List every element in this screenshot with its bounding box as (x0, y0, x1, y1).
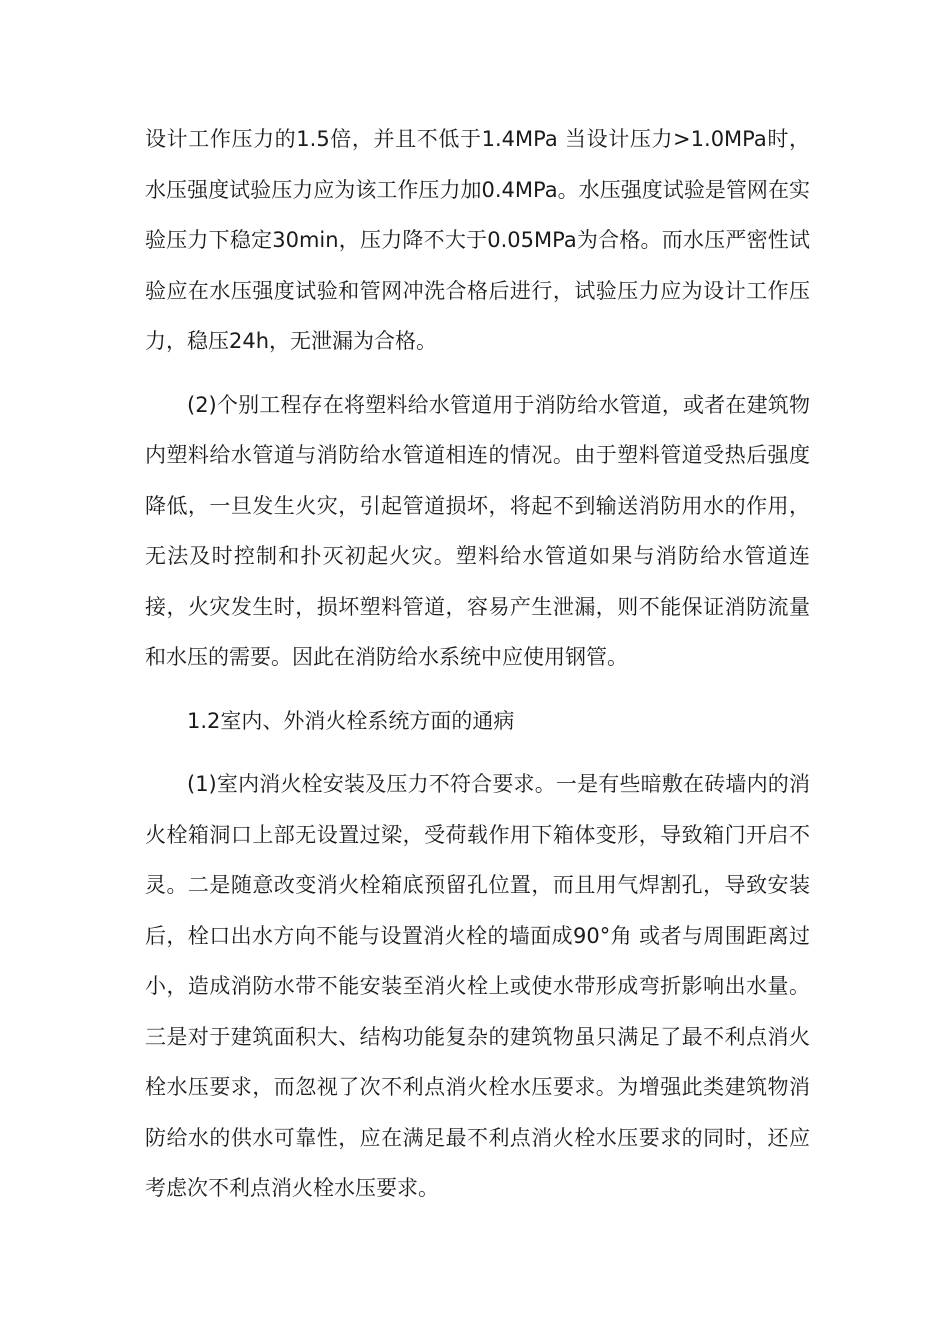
paragraph-gap (145, 367, 810, 380)
paragraph-continued-pressure-test: 设计工作压力的1.5倍，并且不低于1.4MPa 当设计压力>1.0MPa时，水压强度试验压力应为该工作压力加0.4MPa。水压强度试验是管网在实验压力下稳定30min，压力降不大于0.05MPa为合格。而水压严密性试验应在水压强度试验和管网冲洗合格后进行，试验压力应为设计工作压力，稳压24h，无泄漏为合格。 (145, 127, 810, 353)
section-heading-hydrant-system: 1.2室内、外消火栓系统方面的通病 (187, 708, 515, 733)
paragraph-gap (145, 746, 810, 759)
paragraph-gap (145, 683, 810, 696)
paragraph-plastic-pipe: (2)个别工程存在将塑料给水管道用于消防给水管道，或者在建筑物内塑料给水管道与消防给水管道相连的情况。由于塑料管道受热后强度降低，一旦发生火灾，引起管道损坏，将起不到输送消防用水的作用，无法及时控制和扑灭初起火灾。塑料给水管道如果与消防给水管道连接，火灾发生时，损坏塑料管道，容易产生泄漏，则不能保证消防流量和水压的需要。因此在消防给水系统中应使用钢管。 (145, 392, 810, 669)
paragraph-indoor-hydrant: (1)室内消火栓安装及压力不符合要求。一是有些暗敷在砖墙内的消火栓箱洞口上部无设置过梁，受荷载作用下箱体变形，导致箱门开启不灵。二是随意改变消火栓箱底预留孔位置，而且用气焊割孔，导致安装后，栓口出水方向不能与设置消火栓的墙面成90°角 或者与周围距离过小，造成消防水带不能安装至消火栓上或使水带形成弯折影响出水量。三是对于建筑面积大、结构功能复杂的建筑物虽只满足了最不利点消火栓水压要求，而忽视了次不利点消火栓水压要求。为增强此类建筑物消防给水的供水可靠性，应在满足最不利点消火栓水压要求的同时，还应考虑次不利点消火栓水压要求。 (145, 772, 810, 1200)
document-body (145, 114, 810, 1214)
